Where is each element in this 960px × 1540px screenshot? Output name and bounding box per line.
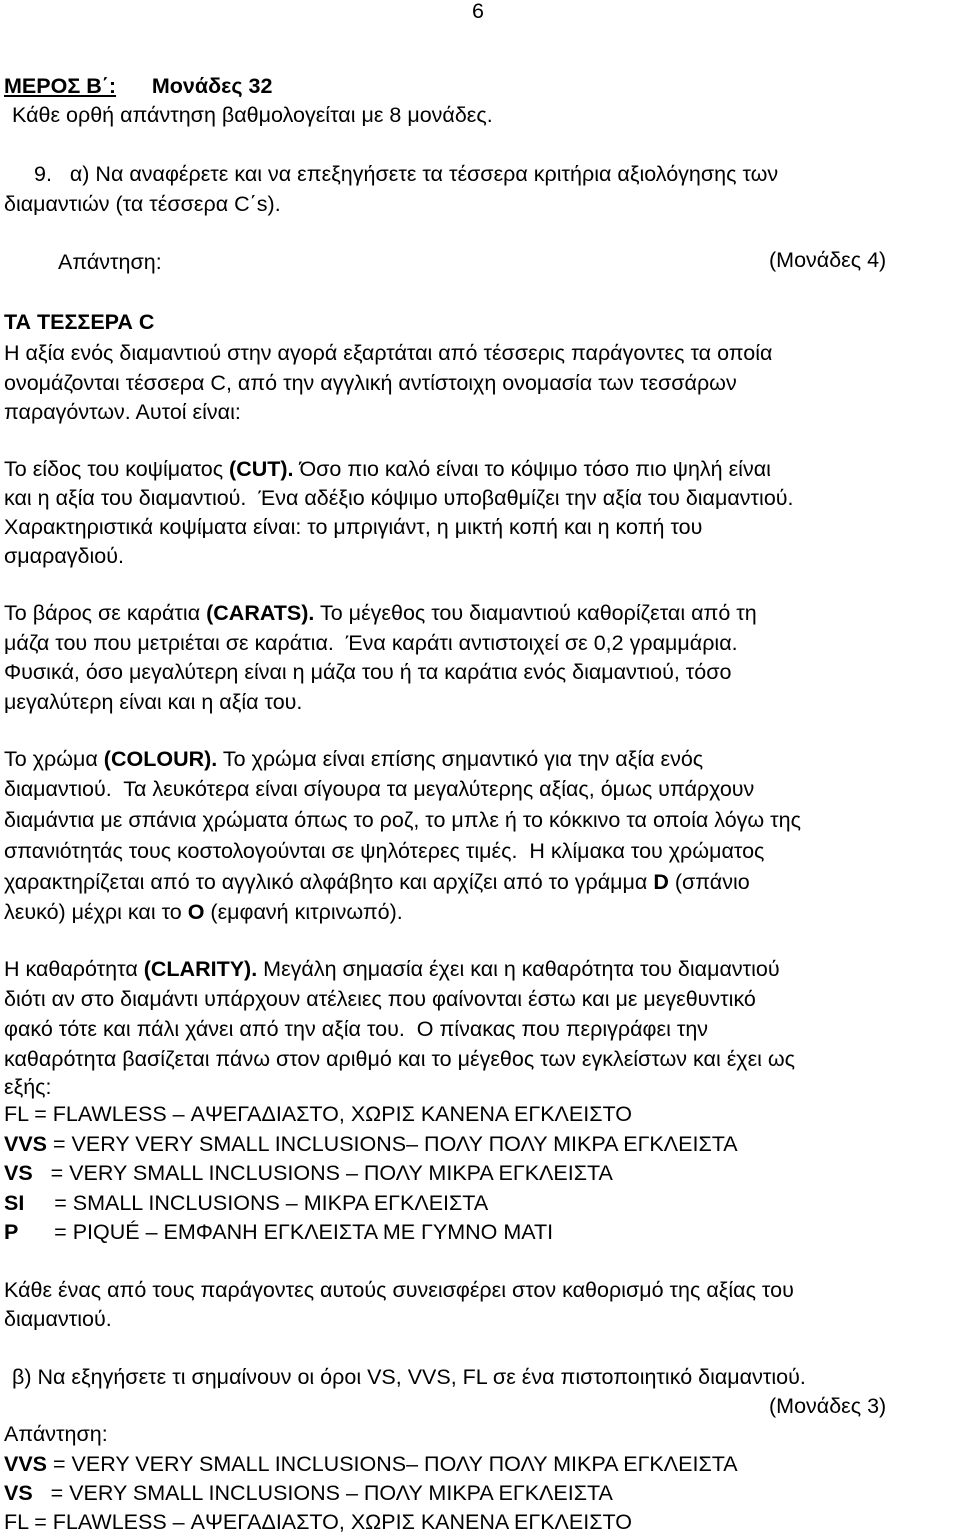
cut-paragraph-line1 bbox=[4, 455, 771, 483]
question-9a-points: (Μονάδες 4) bbox=[769, 248, 887, 272]
grade-code: VVS bbox=[4, 1132, 48, 1156]
carats-line-4: μεγαλύτερη είναι και η αξία του. bbox=[4, 690, 303, 714]
cut-line-2: και η αξία του διαμαντιού. Ένα αδέξιο κόψιμο υποβαθμίζει την αξία του διαμαντιού. bbox=[4, 486, 794, 510]
closing-line-2: διαμαντιού. bbox=[4, 1307, 112, 1331]
cut-line-3: Χαρακτηριστικά κοψίματα είναι: το μπριγιάντ, η μικτή κοπή και η κοπή του bbox=[4, 515, 703, 539]
intro-line-1: Η αξία ενός διαμαντιού στην αγορά εξαρτάται από τέσσερις παράγοντες τα οποία bbox=[4, 341, 773, 365]
grade-text: = VERY VERY SMALL INCLUSIONS– ΠΟΛΥ ΠΟΛΥ ΜΙΚΡΑ ΕΓΚΛΕΙΣΤΑ bbox=[47, 1132, 738, 1156]
answer-text: = FLAWLESS – ΑΨΕΓΑΔΙΑΣΤΟ, ΧΩΡΙΣ ΚΑΝΕΝΑ ΕΓΚΛΕΙΣΤΟ bbox=[28, 1510, 632, 1534]
colour-text: Το χρώμα είναι επίσης σημαντικό για την αξία ενός bbox=[217, 747, 704, 771]
answer-code: VS bbox=[4, 1481, 33, 1505]
page-number: 6 bbox=[472, 0, 484, 23]
colour-label: Το χρώμα bbox=[4, 747, 104, 771]
clarity-line-3: φακό τότε και πάλι χάνει από την αξία του. Ο πίνακας που περιγράφει την bbox=[4, 1017, 709, 1041]
carats-label: Το βάρος σε καράτια bbox=[4, 601, 207, 625]
clarity-term: (CLARITY). bbox=[143, 957, 258, 981]
grade-text: = SMALL INCLUSIONS – ΜΙΚΡΑ ΕΓΚΛΕΙΣΤΑ bbox=[24, 1191, 489, 1215]
colour-line-4: σπανιότητάς τους κοστολογούνται σε ψηλότερες τιμές. Η κλίμακα του χρώματος bbox=[4, 839, 765, 863]
grade-row bbox=[4, 1189, 488, 1217]
answer-row bbox=[4, 1508, 632, 1536]
carats-line-2: μάζα του που μετριέται σε καράτια. Ένα καράτι αντιστοιχεί σε 0,2 γραμμάρια. bbox=[4, 631, 738, 655]
question-number: 9. bbox=[34, 162, 52, 186]
grade-text: = VERY SMALL INCLUSIONS – ΠΟΛΥ ΜΙΚΡΑ ΕΓΚΛΕΙΣΤΑ bbox=[32, 1161, 613, 1185]
colour-line-2: διαμαντιού. Τα λευκότερα είναι σίγουρα τα μεγαλύτερης αξίας, όμως υπάρχουν bbox=[4, 777, 755, 801]
colour-line6-text: λευκό) μέχρι και το bbox=[4, 900, 188, 924]
grade-code: P bbox=[4, 1220, 19, 1244]
clarity-label: Η καθαρότητα bbox=[4, 957, 144, 981]
question-9a-line1: α) Να αναφέρετε και να επεξηγήσετε τα τέσσερα κριτήρια αξιολόγησης των bbox=[69, 162, 779, 186]
intro-line-3: παραγόντων. Αυτοί είναι: bbox=[4, 400, 241, 424]
answer-code: FL bbox=[4, 1510, 29, 1534]
clarity-text: Μεγάλη σημασία έχει και η καθαρότητα του διαμαντιού bbox=[257, 957, 780, 981]
section-note: Κάθε ορθή απάντηση βαθμολογείται με 8 μονάδες. bbox=[12, 103, 493, 127]
answer-row bbox=[4, 1450, 738, 1478]
colour-paragraph-line1 bbox=[4, 745, 703, 773]
answer-text: = VERY SMALL INCLUSIONS – ΠΟΛΥ ΜΙΚΡΑ ΕΓΚΛΕΙΣΤΑ bbox=[32, 1481, 613, 1505]
colour-term: (COLOUR). bbox=[103, 747, 218, 771]
clarity-line-4: καθαρότητα βασίζεται πάνω στον αριθμό και το μέγεθος των εγκλείστων και έχει ως bbox=[4, 1047, 796, 1071]
grade-code: SI bbox=[4, 1191, 25, 1215]
colour-line5-end: (σπάνιο bbox=[668, 870, 750, 894]
grade-text: = FLAWLESS – ΑΨΕΓΑΔΙΑΣΤΟ, ΧΩΡΙΣ ΚΑΝΕΝΑ ΕΓΚΛΕΙΣΤΟ bbox=[28, 1102, 632, 1126]
section-points: Μονάδες 32 bbox=[151, 74, 273, 98]
closing-line-1: Κάθε ένας από τους παράγοντες αυτούς συνεισφέρει στον καθορισμό της αξίας του bbox=[4, 1278, 794, 1302]
answer-code: VVS bbox=[4, 1452, 48, 1476]
section-heading bbox=[4, 72, 272, 100]
question-9b: β) Να εξηγήσετε τι σημαίνουν οι όροι VS, VVS, FL σε ένα πιστοποιητικό διαμαντιού. bbox=[12, 1365, 806, 1389]
answer-label: Απάντηση: bbox=[58, 250, 162, 274]
colour-line6-end: (εμφανή κιτρινωπό). bbox=[204, 900, 403, 924]
intro-line-2: ονομάζονται τέσσερα C, από την αγγλική αντίστοιχη ονομασία των τεσσάρων bbox=[4, 371, 737, 395]
grade-code: VS bbox=[4, 1161, 33, 1185]
grade-row bbox=[4, 1130, 738, 1158]
cut-term: (CUT). bbox=[229, 457, 294, 481]
four-c-heading: ΤΑ ΤΕΣΣΕΡΑ C bbox=[4, 310, 155, 334]
grade-row bbox=[4, 1218, 553, 1246]
section-title: ΜΕΡΟΣ Β΄: bbox=[4, 74, 117, 98]
answer-text: = VERY VERY SMALL INCLUSIONS– ΠΟΛΥ ΠΟΛΥ ΜΙΚΡΑ ΕΓΚΛΕΙΣΤΑ bbox=[47, 1452, 738, 1476]
carats-paragraph-line1 bbox=[4, 599, 757, 627]
question-9b-points: (Μονάδες 3) bbox=[769, 1394, 887, 1418]
colour-line-3: διαμάντια με σπάνια χρώματα όπως το ροζ, το μπλε ή το κόκκινο τα οποία λόγω της bbox=[4, 808, 801, 832]
question-9a-line2: διαμαντιών (τα τέσσερα C΄s). bbox=[4, 192, 281, 216]
grade-row bbox=[4, 1159, 613, 1187]
question-9a bbox=[34, 160, 778, 188]
carats-line-3: Φυσικά, όσο μεγαλύτερη είναι η μάζα του ή τα καράτια ενός διαμαντιού, τόσο bbox=[4, 660, 732, 684]
cut-text: Όσο πιο καλό είναι το κόψιμο τόσο πιο ψηλή είναι bbox=[293, 457, 771, 481]
clarity-line-2: διότι αν στο διαμάντι υπάρχουν ατέλειες που φαίνονται έστω και με μεγεθυντικό bbox=[4, 987, 756, 1011]
answer-label-9b: Απάντηση: bbox=[4, 1422, 108, 1446]
carats-text: Το μέγεθος του διαμαντιού καθορίζεται από τη bbox=[314, 601, 757, 625]
grade-code: FL bbox=[4, 1102, 29, 1126]
grade-row bbox=[4, 1100, 632, 1128]
colour-line-5 bbox=[4, 868, 750, 896]
grade-text: = PIQUÉ – ΕΜΦΑΝΗ ΕΓΚΛΕΙΣΤΑ ΜΕ ΓΥΜΝΟ ΜΑΤΙ bbox=[18, 1220, 554, 1244]
carats-term: (CARATS). bbox=[206, 601, 315, 625]
colour-line5-text: χαρακτηρίζεται από το αγγλικό αλφάβητο και αρχίζει από το γράμμα bbox=[4, 870, 654, 894]
cut-label: Το είδος του κοψίματος bbox=[4, 457, 230, 481]
colour-grade-o: O bbox=[187, 900, 205, 924]
cut-line-4: σμαραγδιού. bbox=[4, 544, 124, 568]
colour-grade-d: D bbox=[653, 870, 669, 894]
answer-row bbox=[4, 1479, 613, 1507]
colour-line-6 bbox=[4, 898, 403, 926]
clarity-line-5: εξής: bbox=[4, 1075, 52, 1099]
clarity-paragraph-line1 bbox=[4, 955, 780, 983]
